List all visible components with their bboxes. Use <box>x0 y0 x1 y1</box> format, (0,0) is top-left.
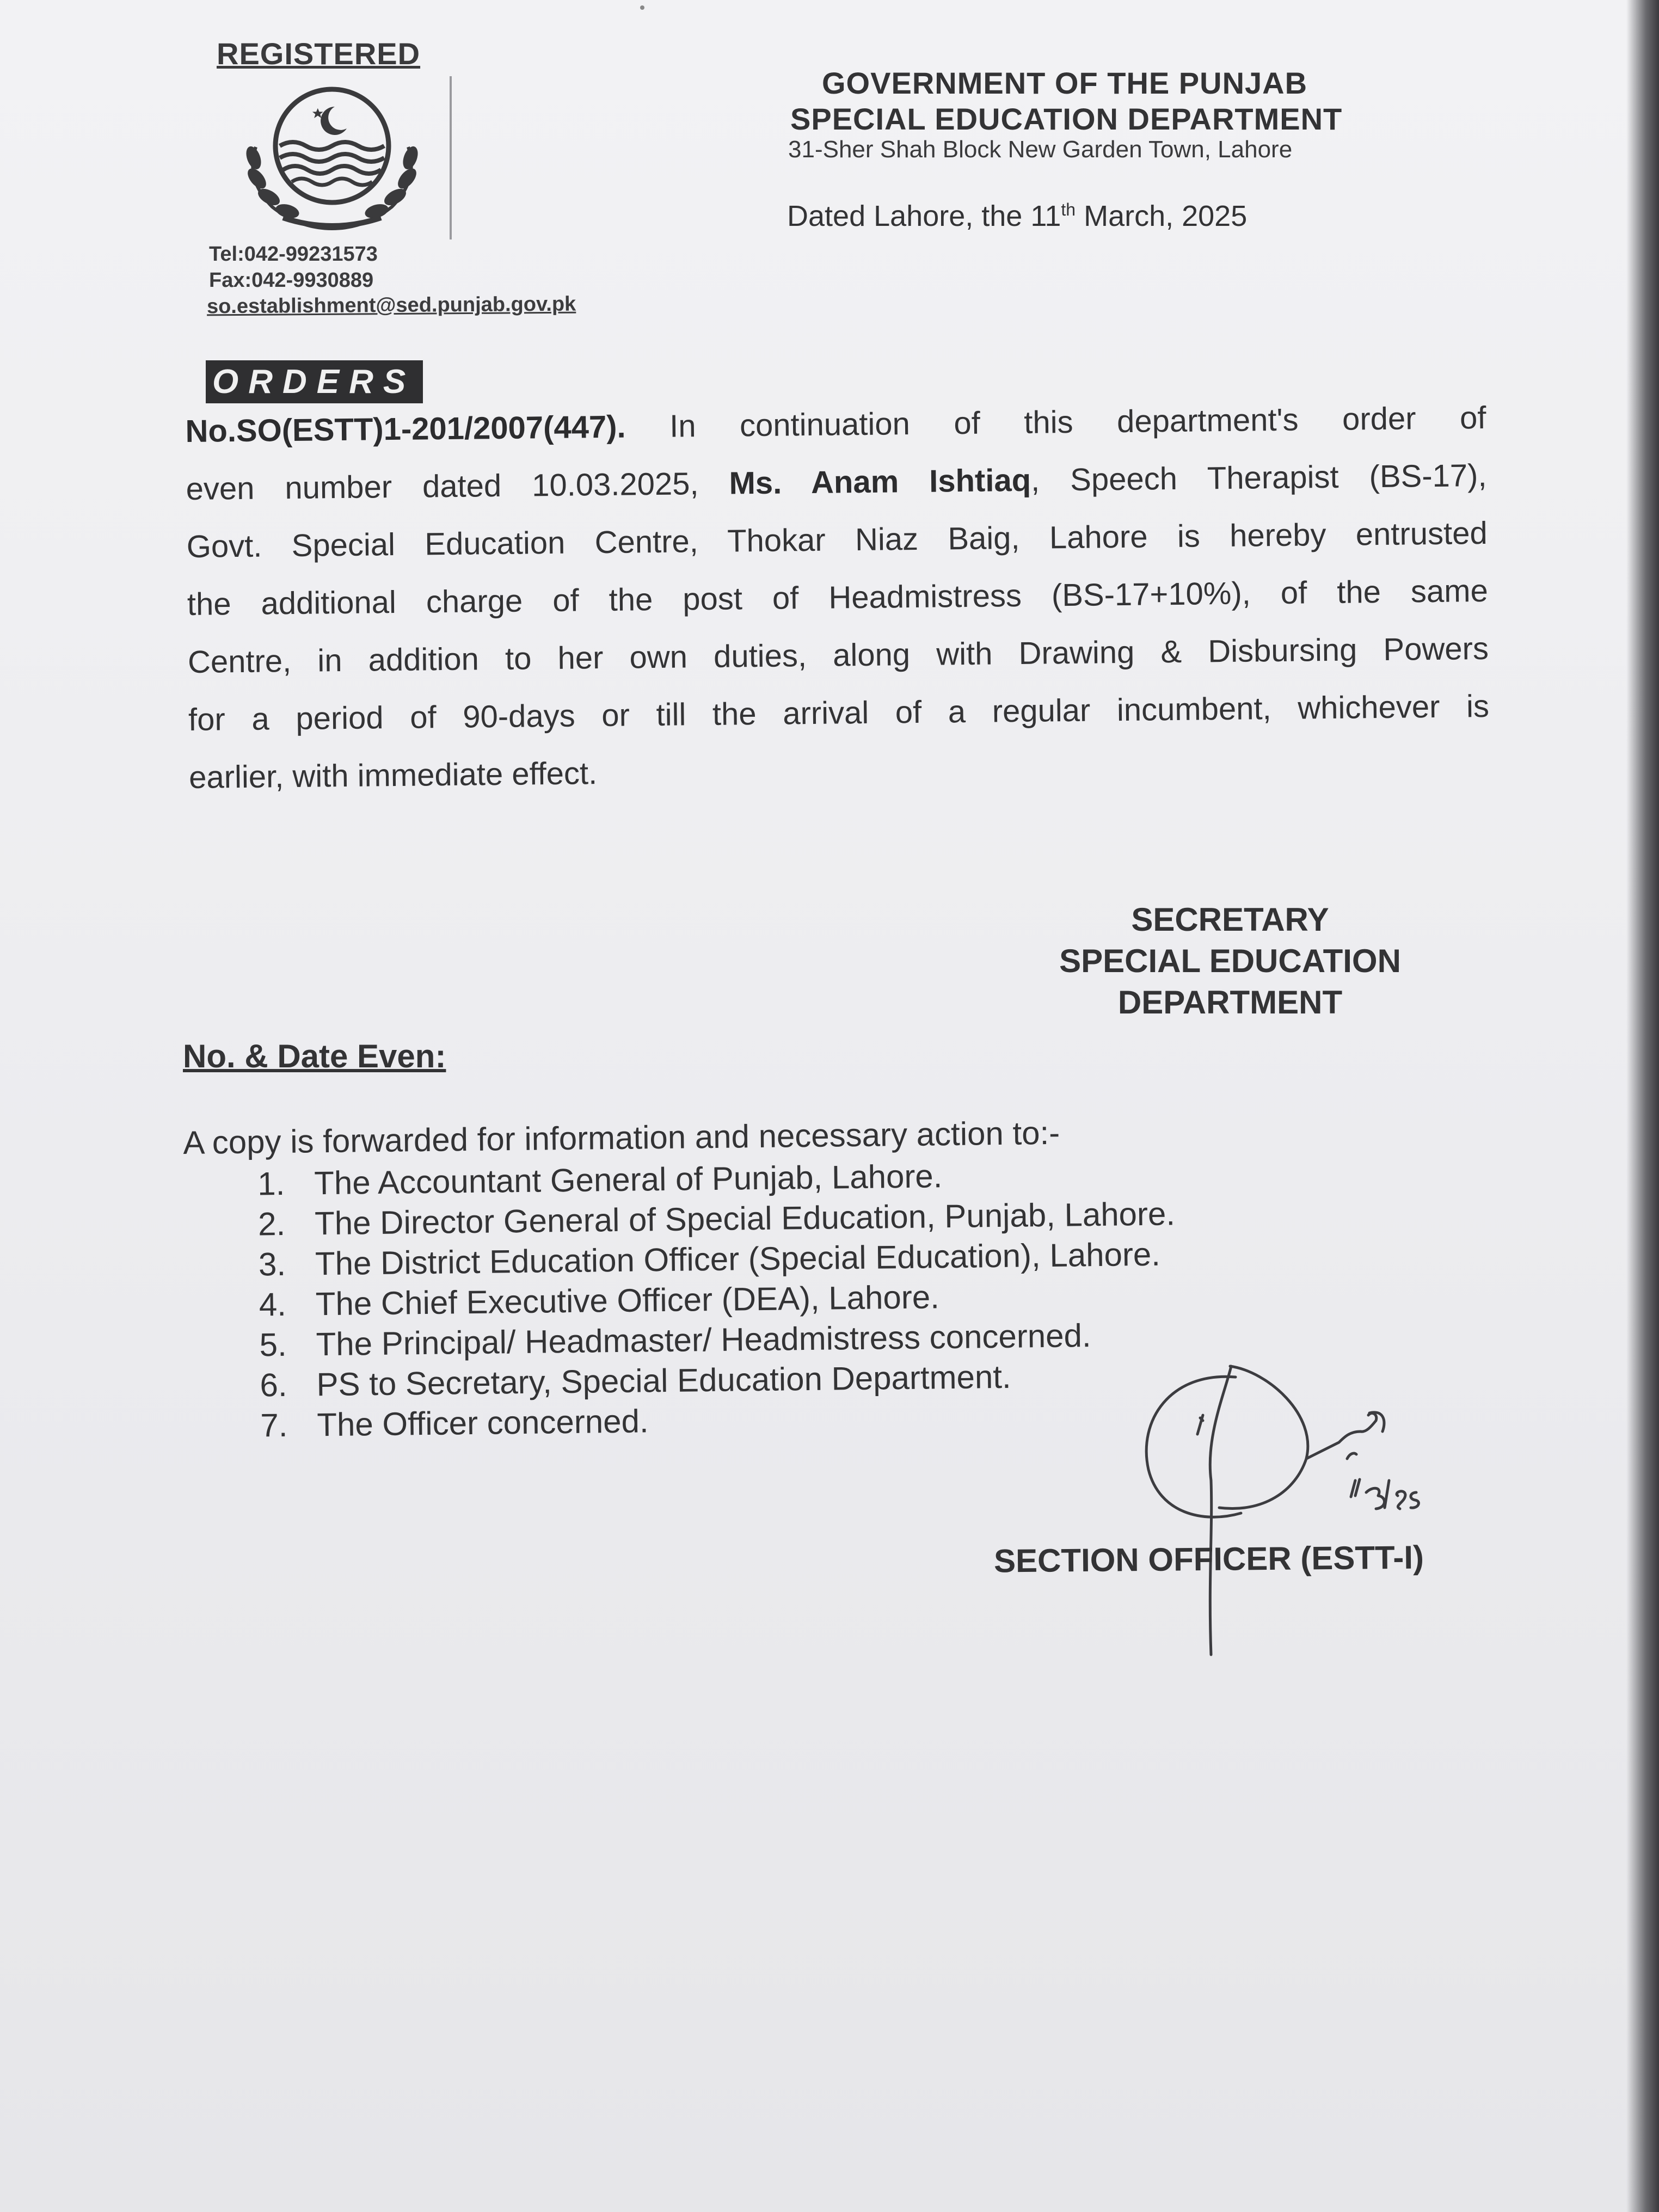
recipient-number: 7. <box>260 1406 288 1444</box>
order-line-3: Govt. Special Education Centre, Thokar Niaz Baig, Lahore is hereby entrusted <box>186 515 1488 564</box>
department-address: 31-Sher Shah Block New Garden Town, Lahore <box>788 136 1293 163</box>
officer-name: Ms. Anam Ishtiaq <box>729 462 1031 501</box>
registered-label: REGISTERED <box>217 36 421 71</box>
paper-speck <box>640 5 644 10</box>
recipient-number: 5. <box>259 1326 287 1363</box>
dated-line <box>787 199 1247 233</box>
recipient-text: The Officer concerned. <box>316 1403 649 1443</box>
recipient-text: PS to Secretary, Special Education Department. <box>316 1358 1012 1403</box>
punjab-government-emblem-icon <box>223 82 441 234</box>
no-date-even-heading: No. & Date Even: <box>183 1038 446 1074</box>
order-line-4: the additional charge of the post of Headmistress (BS-17+10%), of the same <box>187 573 1489 622</box>
recipient-number: 1. <box>257 1165 285 1202</box>
order-line-5: Centre, in addition to her own duties, along with Drawing & Disbursing Powers <box>187 630 1489 680</box>
recipient-text: The Accountant General of Punjab, Lahore. <box>314 1158 943 1202</box>
recipient-text: The Chief Executive Officer (DEA), Lahore. <box>315 1279 940 1323</box>
order-line-2-text: even number dated 10.03.2025, <box>186 465 729 507</box>
dated-ordinal: th <box>1061 200 1076 219</box>
recipient-text: The Director General of Special Education, Punjab, Lahore. <box>314 1195 1176 1242</box>
government-title: GOVERNMENT OF THE PUNJAB <box>822 66 1308 100</box>
order-line-7: earlier, with immediate effect. <box>188 755 598 795</box>
telephone-number: Tel:042-99231573 <box>209 243 378 266</box>
recipient-number: 2. <box>257 1205 286 1243</box>
dated-suffix: March, 2025 <box>1076 200 1248 232</box>
signatory-department-line1: SPECIAL EDUCATION <box>1059 943 1401 979</box>
signatory-department-line2: DEPARTMENT <box>1117 984 1343 1021</box>
secretary-signature-block <box>980 899 1480 1023</box>
section-officer-title: SECTION OFFICER (ESTT-I) <box>993 1539 1424 1580</box>
recipient-text: The District Education Officer (Special Education), Lahore. <box>315 1236 1161 1282</box>
copy-forwarded-section <box>183 1110 1178 1447</box>
email-address[interactable]: so.establishment@sed.punjab.gov.pk <box>206 292 576 318</box>
recipient-list <box>183 1153 1178 1447</box>
recipient-number: 6. <box>260 1366 287 1404</box>
department-title: SPECIAL EDUCATION DEPARTMENT <box>790 102 1343 136</box>
order-line-2-text-end: , Speech Therapist (BS-17), <box>1030 457 1487 498</box>
fax-number: Fax:042-9930889 <box>209 269 374 292</box>
dated-prefix: Dated Lahore, the 11 <box>787 200 1061 232</box>
order-line-6: for a period of 90-days or till the arrival of a regular incumbent, whichever is <box>188 688 1490 738</box>
recipient-text: The Principal/ Headmaster/ Headmistress concerned. <box>316 1317 1091 1363</box>
recipient-number: 4. <box>259 1286 287 1323</box>
recipient-number: 3. <box>258 1245 286 1283</box>
page-shadow-edge <box>1626 0 1659 2212</box>
order-reference-number: No.SO(ESTT)1-201/2007(447). <box>185 409 626 449</box>
letterhead-divider <box>450 76 452 239</box>
handwritten-signature-icon <box>1089 1350 1513 1676</box>
copy-intro: A copy is forwarded for information and necessary action to:- <box>183 1114 1060 1161</box>
order-line-1-text: In continuation of this department's order of <box>625 400 1486 445</box>
orders-heading: ORDERS <box>206 360 423 403</box>
order-body <box>185 389 1490 807</box>
signatory-title: SECRETARY <box>1131 901 1329 938</box>
